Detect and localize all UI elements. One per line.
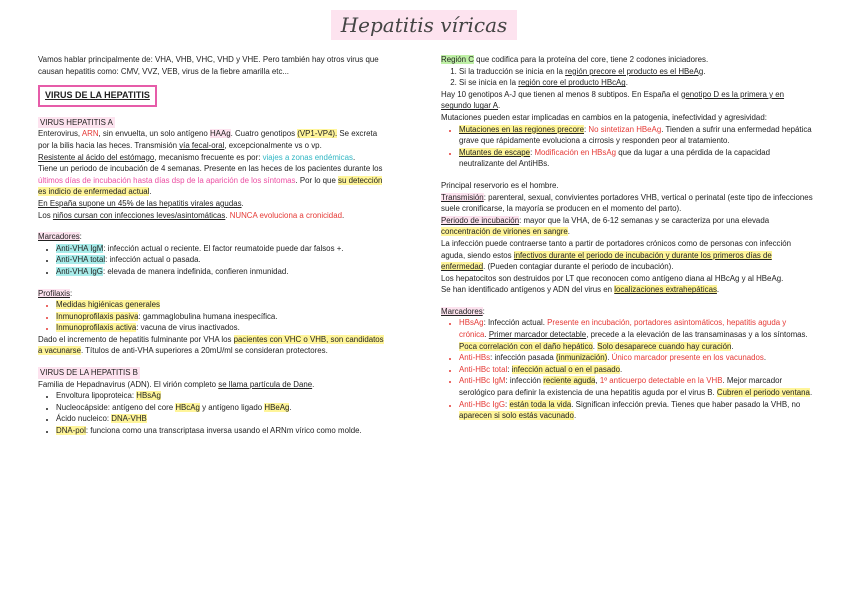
extrahepatic-paragraph: Se han identificado antígenos y ADN del virus en localizaciones extrahepáticas. <box>441 285 720 295</box>
vhb-markers-title: Marcadores: <box>441 306 485 316</box>
list-item: 1. Si la traducción se inicia en la región precore el producto es el HBeAg. <box>459 66 813 78</box>
list-item: • Inmunoprofilaxis pasiva: gammaglobulina humana inespecífica. <box>56 311 390 323</box>
incubation-paragraph: Periodo de incubación: mayor que la VHA, de 6-12 semanas y se caracteriza por una elevada concentración de viriones en sangre. <box>441 215 770 237</box>
title-wrap <box>0 10 848 40</box>
right-column <box>441 54 813 422</box>
list-item: • Inmunoprofilaxis activa: vacuna de virus inactivados. <box>56 322 390 334</box>
mutations-paragraph: Mutaciones pueden estar implicadas en cambios en la patogenia, inefectividad y agresividad: <box>441 112 767 122</box>
vhb-paragraph: Familia de Hepadnavirus (ADN). El virión completo se llama partícula de Dane. <box>38 379 315 389</box>
list-item: • Anti-VHA IgG: elevada de manera indefinida, confieren inmunidad. <box>56 266 390 278</box>
list-item: • Mutantes de escape: Modificación en HBsAg que da lugar a una pérdida de la capacidad neutralizante del AntiHBs. <box>459 147 813 170</box>
list-item: • Mutaciones en las regiones precore: No sintetizan HBeAg. Tienden a sufrir una enfermedad hepática grave que rápidamente evoluciona a cirrosis y responden peor al tratamiento. <box>459 124 813 147</box>
vhb-markers-list <box>441 317 813 421</box>
left-column <box>38 54 390 437</box>
list-item: • Anti-VHA IgM: infección actual o reciente. El factor reumatoide puede dar falsos +. <box>56 243 390 255</box>
list-item: • Ácido nucleico: DNA-VHB <box>56 413 390 425</box>
vha-prophylaxis-list <box>38 299 390 334</box>
list-item: • Anti-HBc IgG: están toda la vida. Significan infección previa. Tienes que haber pasado la VHB, no aparecen si solo estás vacunado. <box>459 399 813 422</box>
vha-markers-list <box>38 243 390 278</box>
vha-paragraph-2: Resistente al ácido del estómago, mecanismo frecuente es por: viajes a zonas endémicas. <box>38 152 356 162</box>
vhb-title: VIRUS DE LA HEPATITIS B <box>40 368 138 378</box>
list-item: • DNA-pol: funciona como una transcriptasa inversa usando el ARNm vírico como molde. <box>56 425 390 437</box>
vha-paragraph-1: Enterovirus, ARN, sin envuelta, un solo antígeno HAAg. Cuatro genotipos (VP1-VP4). Se excreta por la bilis hacia las heces. Transmisión vía fecal-oral, excepcionalmente vs o vp. <box>38 129 378 150</box>
vha-prophylaxis-title: Profilaxis: <box>38 288 73 298</box>
list-item: • Anti-VHA total: infección actual o pasada. <box>56 254 390 266</box>
vha-paragraph-5: Los niños cursan con infecciones leves/asintomáticas. NUNCA evoluciona a cronicidad. <box>38 210 345 220</box>
vha-paragraph-3: Tiene un periodo de incubación de 4 semanas. Presente en las heces de los pacientes durante los últimos días de incubación hasta días dsp de la aparición de los síntomas. Por lo que su detección es indicio de enfermedad actual. <box>38 164 383 197</box>
transmission-paragraph: Transmisión: parenteral, sexual, convivientes portadores VHB, vertical o perinatal (este tipo de infecciones suele cronificarse, la mayoría se producen en el momento del parto). <box>441 192 813 214</box>
vha-prophylaxis-paragraph: Dado el incremento de hepatitis fulminante por VHA los pacientes con VHC o VHB, son candidatos a vacunarse. Títulos de anti-VHA superiores a 20mU/ml se consideran protectores. <box>38 334 384 356</box>
infection-paragraph: La infección puede contraerse tanto a partir de portadores crónicos como de personas con infección aguda, siendo estos infectivos durante el periodo de incubación y durante los primeros días de enfermedad. (Pueden contagiar durante el periodo de incubación). <box>441 238 792 272</box>
vha-markers-title: Marcadores: <box>38 232 82 242</box>
list-item: • Anti-HBc IgM: infección reciente aguda, 1º anticuerpo detectable en la VHB. Mejor marcador serológico para definir la existencia de una hepatitis aguda por el virus B. Cubren el periodo ventana. <box>459 375 813 398</box>
list-item: • Anti-HBs: infección pasada (inmunización). Único marcador presente en los vacunados. <box>459 352 813 364</box>
list-item: 2. Si se inicia en la región core el producto HBcAg. <box>459 77 813 89</box>
list-item: • Envoltura lipoproteica: HBsAg <box>56 390 390 402</box>
section-heading-virus: VIRUS DE LA HEPATITIS <box>38 85 157 107</box>
intro-paragraph: Vamos hablar principalmente de: VHA, VHB, VHC, VHD y VHE. Pero también hay otros virus que causan hepatitis como: CMV, VVZ, VEB, virus de la fiebre amarilla etc... <box>38 55 379 76</box>
genotypes-paragraph: Hay 10 genotipos A-J que tienen al menos 8 subtipos. En España el genotipo D es la primera y en segundo lugar A. <box>441 89 785 111</box>
list-item: • Anti-HBc total: infección actual o en el pasado. <box>459 364 813 376</box>
region-c-paragraph: Región C que codifica para la proteína del core, tiene 2 codones iniciadores. <box>441 55 709 64</box>
list-item: • HBsAg: Infección actual. Presente en incubación, portadores asintomáticos, hepatitis aguda y crónica. Primer marcador detectable, precede a la elevación de las transaminasas y a los síntomas. Poca correlación con el daño hepático. Solo desaparece cuando hay curación. <box>459 317 813 352</box>
vha-paragraph-4: En España supone un 45% de las hepatitis virales agudas. <box>38 198 244 208</box>
translation-list <box>441 66 813 89</box>
vhb-structure-list <box>38 390 390 436</box>
hepatocytes-paragraph: Los hepatocitos son destruidos por LT que reconocen como antígeno diana al HBcAg y al HBeAg. <box>441 273 784 283</box>
mutations-list <box>441 124 813 170</box>
page-title: Hepatitis víricas <box>331 10 518 40</box>
list-item: • Medidas higiénicas generales <box>56 299 390 311</box>
vha-title: VIRUS HEPATITIS A <box>40 117 113 127</box>
reservoir-paragraph: Principal reservorio es el hombre. <box>441 180 559 190</box>
list-item: • Nucleocápside: antígeno del core HBcAg y antígeno ligado HBeAg. <box>56 402 390 414</box>
